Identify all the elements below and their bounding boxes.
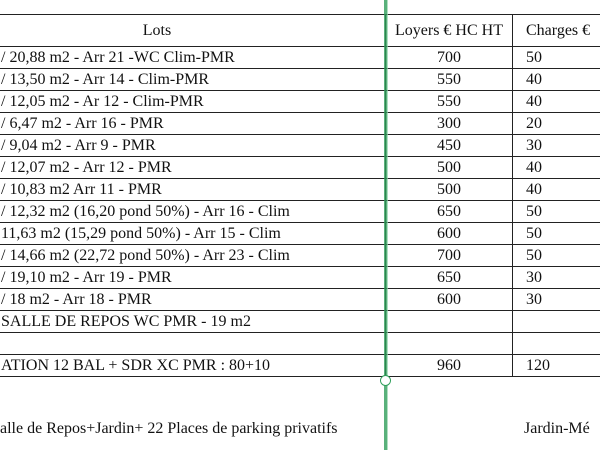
lot-description: / 14,66 m2 (22,72 pond 50%) - Arr 23 - Clim — [1, 247, 290, 264]
rent-cell[interactable]: 700 — [386, 245, 513, 267]
charges-cell[interactable]: 30 — [513, 289, 600, 311]
charges-cell[interactable]: 40 — [513, 157, 600, 179]
charges-cell[interactable]: 50 — [513, 47, 600, 69]
charges-cell[interactable]: 50 — [513, 245, 600, 267]
lot-cell[interactable] — [0, 333, 386, 355]
header-rent-label: Loyers € HC HT — [395, 22, 503, 39]
charges-cell[interactable]: 40 — [513, 91, 600, 113]
rent-cell[interactable]: 600 — [386, 289, 513, 311]
lot-cell[interactable] — [0, 201, 386, 223]
lot-description: ATION 12 BAL + SDR XC PMR : 80+10 — [1, 357, 271, 374]
lot-cell[interactable] — [0, 223, 386, 245]
table-row — [0, 91, 600, 113]
rent-cell[interactable]: 300 — [386, 113, 513, 135]
lot-description: / 12,07 m2 - Arr 12 - PMR — [1, 159, 172, 176]
lot-description: 11,63 m2 (15,29 pond 50%) - Arr 15 - Clim — [1, 225, 281, 242]
rent-cell[interactable] — [386, 333, 513, 355]
lot-description: / 6,47 m2 - Arr 16 - PMR — [1, 115, 164, 132]
lot-description: / 20,88 m2 - Arr 21 -WC Clim-PMR — [1, 49, 235, 66]
lot-cell[interactable] — [0, 47, 386, 69]
table-row — [0, 201, 600, 223]
rent-cell[interactable]: 500 — [386, 157, 513, 179]
table-row — [0, 135, 600, 157]
rent-cell[interactable]: 650 — [386, 201, 513, 223]
table-row — [0, 289, 600, 311]
lot-cell[interactable] — [0, 245, 386, 267]
rent-cell[interactable]: 450 — [386, 135, 513, 157]
resize-handle[interactable] — [380, 375, 391, 386]
table-row — [0, 311, 600, 333]
lot-cell[interactable] — [0, 179, 386, 201]
lot-cell[interactable] — [0, 113, 386, 135]
rent-cell[interactable]: 600 — [386, 223, 513, 245]
charges-cell[interactable]: 30 — [513, 135, 600, 157]
footer-note-left: alle de Repos+Jardin+ 22 Places de parking privatifs — [0, 420, 338, 437]
charges-cell[interactable]: 20 — [513, 113, 600, 135]
lot-description: / 12,05 m2 - Ar 12 - Clim-PMR — [1, 93, 204, 110]
table-row — [0, 223, 600, 245]
lot-cell[interactable] — [0, 69, 386, 91]
rent-cell[interactable]: 550 — [386, 69, 513, 91]
table-row — [0, 47, 600, 69]
lot-cell[interactable] — [0, 91, 386, 113]
table-row — [0, 355, 600, 377]
footer-note-right: Jardin-Mé — [524, 420, 590, 437]
lot-description: / 18 m2 - Arr 18 - PMR — [1, 291, 152, 308]
lot-description: / 9,04 m2 - Arr 9 - PMR — [1, 137, 156, 154]
table-row — [0, 157, 600, 179]
header-rent-cell[interactable] — [386, 15, 513, 47]
table-row — [0, 113, 600, 135]
lot-cell[interactable] — [0, 289, 386, 311]
charges-cell[interactable]: 40 — [513, 179, 600, 201]
table-row — [0, 69, 600, 91]
lot-description: / 10,83 m2 Arr 11 - PMR — [1, 181, 162, 198]
charges-cell[interactable] — [513, 311, 600, 333]
lot-description: / 12,32 m2 (16,20 pond 50%) - Arr 16 - Clim — [1, 203, 290, 220]
rent-cell[interactable]: 550 — [386, 91, 513, 113]
charges-cell[interactable]: 50 — [513, 201, 600, 223]
table-row — [0, 245, 600, 267]
rent-cell[interactable]: 700 — [386, 47, 513, 69]
lot-cell[interactable] — [0, 157, 386, 179]
table-row — [0, 267, 600, 289]
charges-cell[interactable] — [513, 333, 600, 355]
table-row — [0, 333, 600, 355]
header-lots-label: Lots — [142, 22, 172, 39]
rent-cell[interactable]: 650 — [386, 267, 513, 289]
lot-cell[interactable] — [0, 267, 386, 289]
header-row — [0, 15, 600, 47]
charges-cell[interactable]: 40 — [513, 69, 600, 91]
header-charges-label: Charges € — [526, 22, 591, 39]
lot-description: / 19,10 m2 - Arr 19 - PMR — [1, 269, 172, 286]
lot-description — [0, 335, 1, 352]
header-charges-cell[interactable] — [513, 15, 600, 47]
rent-cell[interactable]: 500 — [386, 179, 513, 201]
lot-cell[interactable] — [0, 135, 386, 157]
charges-cell[interactable]: 50 — [513, 223, 600, 245]
lots-table — [0, 14, 600, 377]
lot-cell[interactable] — [0, 311, 386, 333]
rent-cell[interactable] — [386, 311, 513, 333]
lot-description: / 13,50 m2 - Arr 14 - Clim-PMR — [1, 71, 210, 88]
header-lots-cell[interactable] — [0, 15, 386, 47]
lot-description: SALLE DE REPOS WC PMR - 19 m2 — [1, 313, 251, 330]
table-row — [0, 179, 600, 201]
lot-cell[interactable] — [0, 355, 386, 377]
charges-cell[interactable]: 30 — [513, 267, 600, 289]
charges-cell[interactable]: 120 — [513, 355, 600, 377]
rent-cell[interactable]: 960 — [386, 355, 513, 377]
